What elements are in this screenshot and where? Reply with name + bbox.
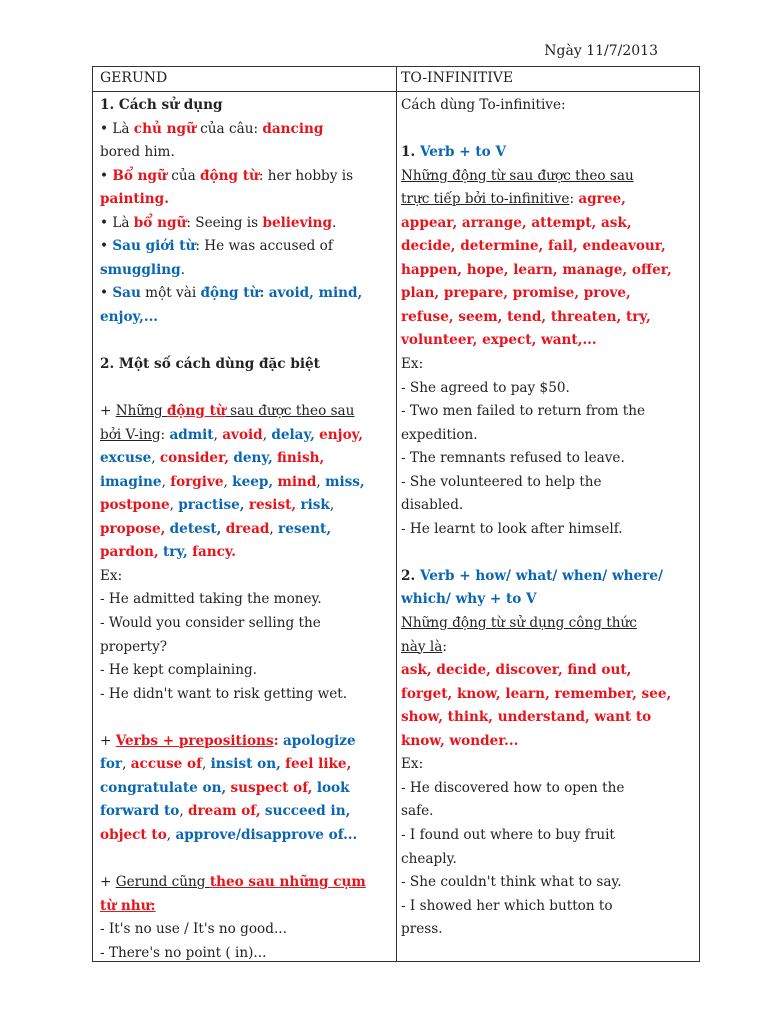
text-line	[100, 118, 390, 142]
text-segment: approve/disapprove of...	[175, 826, 358, 843]
text-segment: finish,	[277, 450, 325, 467]
text-segment: agree,	[578, 191, 626, 208]
text-segment: dread	[225, 520, 270, 537]
text-segment: động từ	[200, 167, 259, 184]
text-line	[100, 612, 390, 636]
text-line	[100, 188, 390, 212]
text-line	[100, 306, 390, 330]
text-segment: Bổ ngữ	[112, 167, 167, 184]
text-line	[100, 848, 390, 872]
text-segment: refuse, seem, tend, threaten, try,	[401, 308, 651, 325]
text-segment: Ex:	[100, 567, 123, 584]
text-segment: ,	[201, 756, 211, 773]
text-segment: appear, arrange, attempt, ask,	[401, 214, 632, 231]
text-segment: which/ why + to V	[401, 591, 537, 608]
text-segment: apologize	[282, 732, 356, 749]
text-line	[401, 871, 696, 895]
text-segment: forward to	[100, 803, 180, 820]
header-divider	[93, 91, 699, 92]
text-line	[100, 494, 390, 518]
text-segment: ,	[329, 497, 335, 514]
text-line	[401, 235, 696, 259]
text-segment: 2. Một số cách dùng đặc biệt	[100, 356, 320, 373]
text-line	[401, 612, 696, 636]
gerund-column	[100, 94, 390, 965]
text-line	[401, 188, 696, 212]
text-segment: happen, hope, learn, manage, offer,	[401, 261, 672, 278]
text-segment: động từ:	[200, 285, 265, 302]
text-segment: believing	[262, 214, 333, 231]
text-segment: Verb + how/ what/ when/ where/	[419, 567, 663, 584]
text-segment: smuggling	[100, 261, 181, 278]
text-segment: - He learnt to look after himself.	[401, 520, 623, 537]
text-segment: : Seeing is	[186, 214, 263, 231]
text-line	[401, 329, 696, 353]
text-segment: +	[100, 874, 116, 891]
text-line	[401, 94, 696, 118]
text-line	[100, 565, 390, 589]
text-line	[401, 400, 696, 424]
column-divider	[396, 67, 397, 961]
text-segment: risk	[300, 497, 330, 514]
text-segment: 2.	[401, 567, 420, 584]
text-segment: trực tiếp bởi to-infinitive	[401, 191, 570, 208]
text-segment: chủ ngữ	[133, 120, 196, 137]
text-segment: Ex:	[401, 356, 424, 373]
text-segment: feel like,	[285, 756, 352, 773]
text-segment: này là	[401, 638, 443, 655]
text-line	[100, 259, 390, 283]
text-segment: - She couldn't think what to say.	[401, 874, 622, 891]
text-segment: :	[160, 426, 170, 443]
text-segment: :	[442, 638, 447, 655]
text-segment: - He didn't want to risk getting wet.	[100, 685, 348, 702]
text-segment: động từ	[166, 403, 226, 420]
text-segment: Những động từ sau được theo sau	[401, 167, 634, 184]
text-segment: volunteer, expect, want,...	[401, 332, 597, 349]
text-line	[100, 918, 390, 942]
text-line	[401, 353, 696, 377]
header-gerund: GERUND	[100, 70, 168, 86]
text-segment: imagine	[100, 473, 162, 490]
text-line	[401, 494, 696, 518]
text-segment: resist,	[248, 497, 297, 514]
text-segment: delay,	[271, 426, 315, 443]
text-line	[100, 400, 390, 424]
text-segment: - She agreed to pay $50.	[401, 379, 570, 396]
text-segment: theo sau những cụm	[209, 874, 366, 891]
to-infinitive-column	[401, 94, 696, 942]
text-segment: - He discovered how to open the	[401, 779, 625, 796]
text-segment: press.	[401, 921, 443, 938]
text-segment: +	[100, 403, 116, 420]
text-line	[401, 565, 696, 589]
text-line	[401, 588, 696, 612]
text-line	[401, 471, 696, 495]
text-segment: detest,	[169, 520, 222, 537]
text-segment: pardon,	[100, 544, 159, 561]
text-segment: Sau giới từ	[112, 238, 196, 255]
text-segment: congratulate on,	[100, 779, 227, 796]
text-line	[100, 471, 390, 495]
text-segment: postpone	[100, 497, 170, 514]
text-segment: của câu:	[195, 120, 263, 137]
text-segment: know, wonder...	[401, 732, 519, 749]
text-segment: từ như:	[100, 897, 156, 914]
text-line	[401, 777, 696, 801]
text-line	[100, 282, 390, 306]
text-line	[401, 424, 696, 448]
text-line	[401, 377, 696, 401]
text-line	[100, 165, 390, 189]
text-segment: deny,	[233, 450, 273, 467]
text-segment: - Two men failed to return from the	[401, 403, 646, 420]
text-line	[401, 118, 696, 142]
text-line	[401, 659, 696, 683]
text-line	[100, 541, 390, 565]
text-line	[100, 942, 390, 966]
text-line	[100, 800, 390, 824]
text-segment: ask, decide, discover, find out,	[401, 662, 632, 679]
text-segment: - It's no use / It's no good...	[100, 921, 287, 938]
header-to-infinitive: TO-INFINITIVE	[401, 70, 514, 86]
text-line	[100, 377, 390, 401]
text-segment: propose,	[100, 520, 166, 537]
text-line	[100, 895, 390, 919]
text-segment: bởi V-ing	[100, 426, 161, 443]
text-line	[100, 659, 390, 683]
text-segment: ,	[213, 426, 223, 443]
text-segment: painting.	[100, 191, 169, 208]
text-line	[401, 141, 696, 165]
text-segment: plan, prepare, promise, prove,	[401, 285, 631, 302]
text-line	[401, 447, 696, 471]
text-segment: admit	[169, 426, 214, 443]
text-segment: : her hobby is	[258, 167, 354, 184]
text-segment: Sau	[112, 285, 141, 302]
text-segment: excuse	[100, 450, 152, 467]
text-segment: miss,	[325, 473, 365, 490]
text-segment: ,	[161, 473, 171, 490]
text-segment: - He kept complaining.	[100, 662, 257, 679]
text-line	[100, 777, 390, 801]
text-segment: ,	[262, 426, 272, 443]
text-segment: ,	[169, 497, 179, 514]
text-segment: try,	[163, 544, 188, 561]
text-segment: •	[100, 238, 113, 255]
text-segment: fancy.	[192, 544, 236, 561]
text-segment: ,	[122, 756, 131, 773]
text-segment: dancing	[262, 120, 324, 137]
text-segment: •	[100, 167, 113, 184]
text-line	[401, 918, 696, 942]
text-segment: Verb + to V	[419, 144, 507, 161]
text-segment: mind	[277, 473, 317, 490]
text-segment: decide, determine, fail, endeavour,	[401, 238, 666, 255]
text-segment: - Would you consider selling the	[100, 615, 321, 632]
text-segment: Cách dùng To-infinitive:	[401, 97, 566, 113]
text-segment: ,	[151, 450, 160, 467]
text-line	[401, 753, 696, 777]
text-segment: 1. Cách sử dụng	[100, 97, 223, 113]
text-line	[401, 636, 696, 660]
text-segment: enjoy,	[319, 426, 363, 443]
text-line	[100, 518, 390, 542]
text-line	[100, 424, 390, 448]
text-segment: ,	[223, 473, 233, 490]
text-segment: dream of,	[188, 803, 261, 820]
text-segment: •	[100, 285, 113, 302]
text-segment: property?	[100, 638, 168, 655]
text-line	[401, 541, 696, 565]
text-segment: practise,	[178, 497, 245, 514]
text-segment: Những	[115, 403, 167, 420]
text-line	[100, 753, 390, 777]
text-line	[100, 871, 390, 895]
text-line	[100, 588, 390, 612]
text-segment: Những động từ sử dụng công thức	[401, 615, 637, 632]
text-segment: expedition.	[401, 426, 478, 443]
text-segment: Gerund cũng	[115, 874, 210, 891]
text-segment: - He admitted taking the money.	[100, 591, 322, 608]
grammar-table	[92, 66, 700, 962]
text-segment: avoid, mind,	[268, 285, 363, 302]
text-line	[401, 259, 696, 283]
text-line	[100, 683, 390, 707]
text-segment: insist on,	[210, 756, 281, 773]
text-line	[401, 212, 696, 236]
text-segment: safe.	[401, 803, 434, 820]
text-line	[401, 730, 696, 754]
text-line	[100, 141, 390, 165]
text-segment: - I found out where to buy fruit	[401, 826, 615, 843]
text-segment: consider,	[159, 450, 229, 467]
text-line	[100, 447, 390, 471]
text-segment: ,	[166, 826, 176, 843]
text-segment: resent,	[278, 520, 332, 537]
text-segment: Verbs + prepositions	[115, 732, 274, 749]
text-segment: for	[100, 756, 123, 773]
text-segment: object to	[100, 826, 167, 843]
text-segment: ,	[316, 473, 326, 490]
text-segment: Ex:	[401, 756, 424, 773]
text-segment: 1.	[401, 144, 420, 161]
text-line	[100, 235, 390, 259]
text-segment: .	[332, 214, 337, 231]
text-line	[401, 895, 696, 919]
text-line	[401, 706, 696, 730]
text-segment: - I showed her which button to	[401, 897, 613, 914]
text-segment: keep,	[232, 473, 274, 490]
text-segment: : He was accused of	[195, 238, 333, 255]
text-segment: show, think, understand, want to	[401, 709, 652, 726]
text-segment: succeed in,	[264, 803, 351, 820]
text-line	[401, 165, 696, 189]
text-segment: bored him.	[100, 144, 175, 161]
text-line	[401, 683, 696, 707]
text-line	[100, 706, 390, 730]
text-segment: suspect of,	[230, 779, 313, 796]
text-segment: • Là	[100, 120, 134, 137]
text-line	[401, 306, 696, 330]
text-segment: bổ ngữ	[133, 214, 187, 231]
text-segment: • Là	[100, 214, 134, 231]
text-segment: accuse of	[130, 756, 202, 773]
text-segment: - There's no point ( in)...	[100, 944, 267, 961]
text-segment: sau được theo sau	[225, 403, 355, 420]
text-line	[100, 94, 390, 118]
text-segment: :	[273, 732, 279, 749]
text-segment: ,	[179, 803, 188, 820]
text-line	[100, 329, 390, 353]
text-line	[100, 824, 390, 848]
text-segment: - She volunteered to help the	[401, 473, 602, 490]
text-segment: forget, know, learn, remember, see,	[401, 685, 672, 702]
date-label: Ngày 11/7/2013	[544, 43, 658, 59]
text-segment: - The remnants refused to leave.	[401, 450, 625, 467]
text-line	[401, 848, 696, 872]
text-line	[401, 282, 696, 306]
text-line	[401, 824, 696, 848]
text-segment: avoid	[222, 426, 263, 443]
text-line	[100, 636, 390, 660]
text-segment: forgive	[170, 473, 224, 490]
text-segment: của	[166, 167, 201, 184]
text-segment: :	[569, 191, 579, 208]
text-segment: disabled.	[401, 497, 464, 514]
text-segment: enjoy,...	[100, 308, 159, 325]
text-segment: một vài	[140, 285, 201, 302]
text-segment: ,	[269, 520, 279, 537]
text-line	[401, 518, 696, 542]
text-line	[100, 212, 390, 236]
text-segment: +	[100, 732, 116, 749]
text-line	[401, 800, 696, 824]
text-segment: look	[316, 779, 350, 796]
text-line	[100, 353, 390, 377]
text-line	[100, 730, 390, 754]
text-segment: .	[180, 261, 185, 278]
text-segment: cheaply.	[401, 850, 457, 867]
